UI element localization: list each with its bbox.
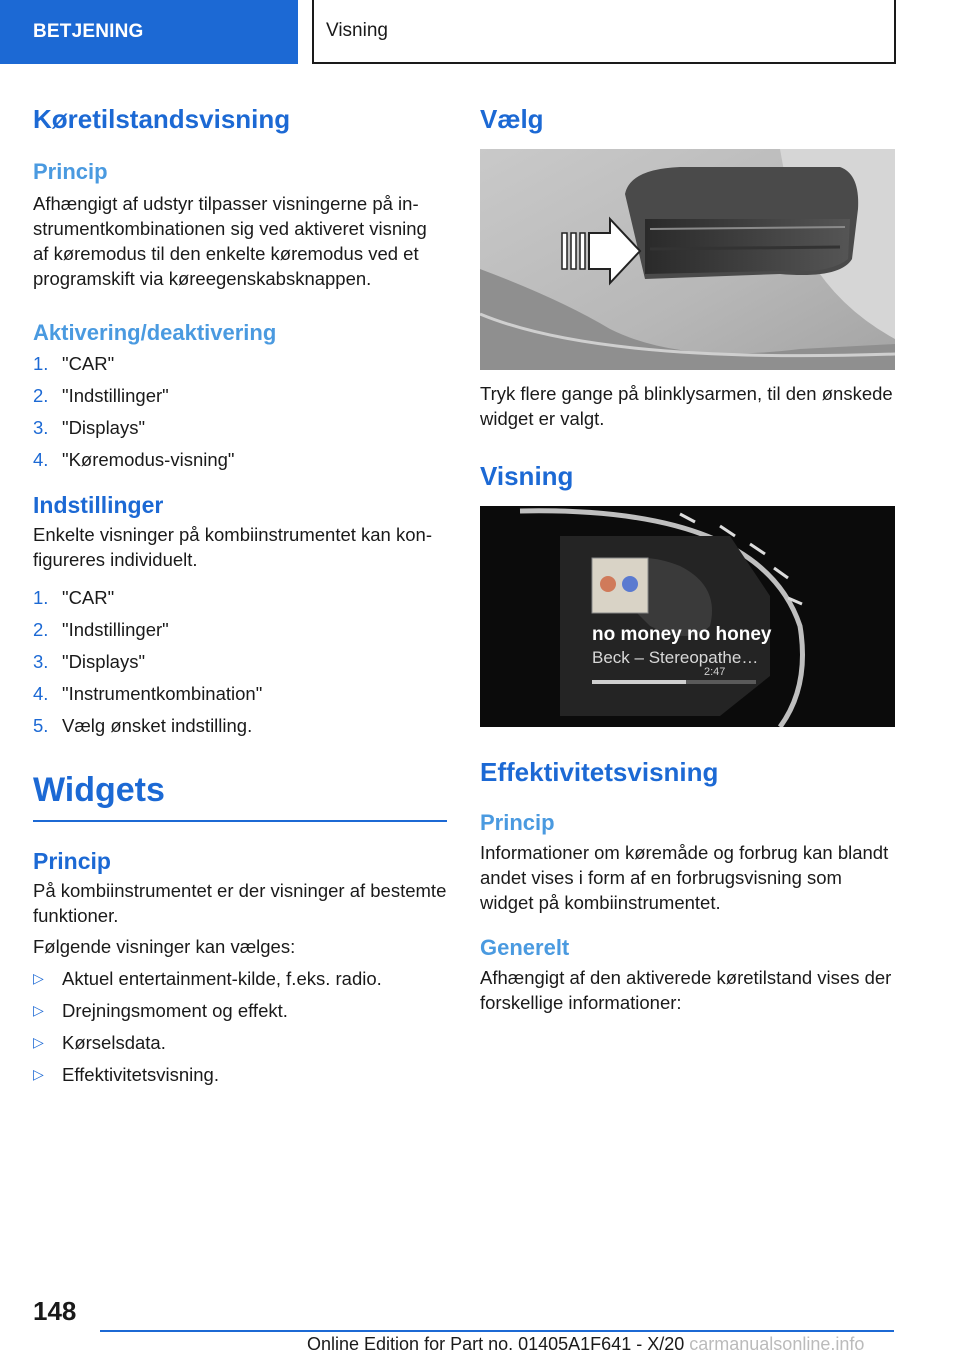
heading-aktivering: Aktivering/deaktivering xyxy=(33,320,277,345)
page-number: 148 xyxy=(33,1296,77,1326)
text-princip-2: På kombiinstrumentet er der visninger af bestemte funktioner. xyxy=(33,880,447,926)
step: 4. "Instrumentkombination" xyxy=(33,683,263,704)
triangle-icon: ▷ xyxy=(33,1002,44,1018)
step: 4. "Køremodus-visning" xyxy=(33,449,235,470)
triangle-icon: ▷ xyxy=(33,970,44,986)
list-item: ▷ Drejningsmoment og effekt. xyxy=(33,1000,288,1021)
heading-widgets: Widgets xyxy=(33,771,165,809)
heading-koretilstand: Køretilstandsvisning xyxy=(33,104,291,134)
step: 1. "CAR" xyxy=(33,353,115,374)
text-vaelg: Tryk flere gange på blinklysarmen, til den ønskede widget er valgt. xyxy=(480,383,893,429)
turn-signal-lever-image xyxy=(480,149,895,370)
heading-princip-1: Princip xyxy=(33,159,108,184)
header-title: Visning xyxy=(326,20,388,41)
triangle-icon: ▷ xyxy=(33,1034,44,1050)
heading-generelt: Generelt xyxy=(480,935,570,960)
widgets-heading-rule xyxy=(33,766,447,822)
heading-effektivitet: Effektivitetsvisning xyxy=(480,757,719,787)
step: 2. "Indstillinger" xyxy=(33,385,169,406)
watermark: carmanualsonline.info xyxy=(689,1334,865,1354)
step: 1. "CAR" xyxy=(33,587,115,608)
list-item: ▷ Kørselsdata. xyxy=(33,1032,166,1053)
text-princip-3: Informationer om køremåde og forbrug kan blandt andet vises i form af en forbrugsvisning som widget på kombiinstrumentet. xyxy=(480,842,889,913)
section-tab xyxy=(0,0,298,64)
heading-vaelg: Vælg xyxy=(480,104,544,134)
heading-princip-2: Princip xyxy=(33,848,111,874)
track-time: 2:47 xyxy=(704,666,726,678)
list-item: ▷ Aktuel entertainment-kilde, f.eks. radio. xyxy=(33,968,382,989)
list-item: ▷ Effektivitetsvisning. xyxy=(33,1064,219,1085)
step: 3. "Displays" xyxy=(33,417,146,438)
text-folgende: Følgende visninger kan vælges: xyxy=(33,936,296,957)
left-column xyxy=(33,100,447,1094)
text-princip-1: Afhængigt af udstyr tilpasser visningerne på instrumentkombinationen sig ved aktiveret visning af køremodus til den enkelte køremodus ved et programskift via køreegenskabsknappen. xyxy=(33,193,427,289)
text-generelt: Afhængigt af den aktiverede køretilstand vises der forskellige informationer: xyxy=(480,967,892,1013)
step: 3. "Displays" xyxy=(33,651,146,672)
instrument-display-image xyxy=(480,506,895,727)
step: 5. Vælg ønsket indstilling. xyxy=(33,715,253,736)
header-title-box xyxy=(312,0,896,64)
right-column xyxy=(480,100,895,1015)
display-gauge-arc xyxy=(480,506,895,727)
heading-visning: Visning xyxy=(480,461,574,491)
heading-princip-3: Princip xyxy=(480,810,555,835)
step: 2. "Indstillinger" xyxy=(33,619,169,640)
triangle-icon: ▷ xyxy=(33,1066,44,1082)
aktivering-steps xyxy=(33,351,447,472)
heading-indstillinger: Indstillinger xyxy=(33,492,164,518)
footer-rule xyxy=(100,1330,894,1332)
track-title: no money no honey xyxy=(592,624,772,645)
section-label: BETJENING xyxy=(33,21,144,42)
widget-options xyxy=(33,966,447,1087)
footer-edition: Online Edition for Part no. 01405A1F641 - X/20 carmanualsonline.info xyxy=(307,1334,865,1354)
indstillinger-steps xyxy=(33,585,447,738)
track-artist: Beck – Stereopathe… xyxy=(592,648,759,667)
text-indstillinger: Enkelte visninger på kombiinstrumentet kan konfigureres individuelt. xyxy=(33,524,432,570)
